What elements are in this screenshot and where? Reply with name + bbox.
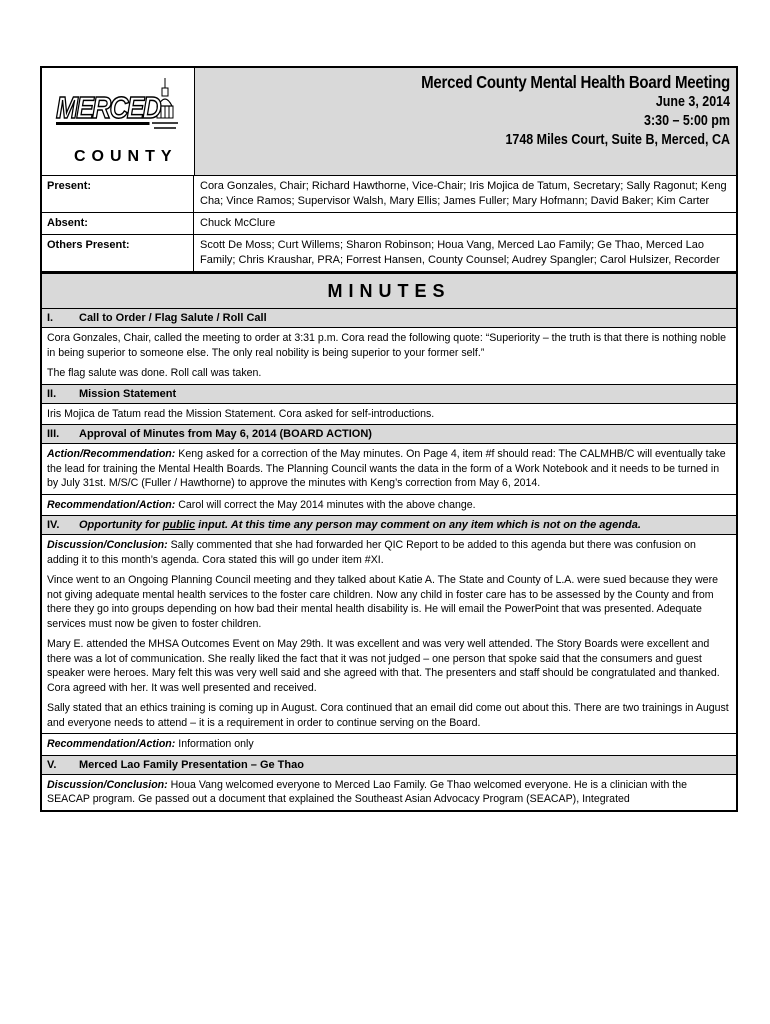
section-4-discussion-paragraph: Discussion/Conclusion: Sally commented that she had forwarded her QIC Report to be added to this agenda but there was confusion on adding it to this month’s agenda. Cora stated this will go under item #XI. — [47, 539, 696, 566]
section-heading-1: I. Call to Order / Flag Salute / Roll Call — [42, 309, 736, 328]
section-heading-4: IV. Opportunity for public input. At this time any person may comment on any item which is not on the agenda. — [42, 515, 736, 535]
header — [42, 68, 736, 176]
section-5-discussion-paragraph: Discussion/Conclusion: Houa Vang welcomed everyone to Merced Lao Family. Ge Thao welcomed everyone. He is a clinician with the SEACAP program. Ge passed out a document that explained the Southeast Asian Advocacy Program (SEACAP), Integrated — [47, 778, 688, 805]
section-heading-2: II. Mission Statement — [42, 384, 736, 404]
others-present-row — [42, 235, 736, 272]
section-4-paragraph: Vince went to an Ongoing Planning Council meeting and they talked about Katie A. The State and County of L.A. were sued because they were not giving adequate mental health services to the foster care children. Now any child in foster care has to be assessed by the County and from there they go into groups depending on how bad their mental health disability is. He will email the PowerPoint that was presented. Adequate services must now be given to foster children. — [47, 574, 718, 630]
logo-wordmark: MERCED — [56, 90, 160, 125]
section-1-paragraph: The flag salute was done. Roll call was taken. — [47, 367, 262, 379]
absent-row — [42, 213, 736, 235]
absent-list: Chuck McClure — [200, 217, 276, 229]
absent-label: Absent: — [42, 213, 194, 234]
minutes-document — [40, 66, 738, 812]
section-3-action-paragraph: Action/Recommendation: Keng asked for a correction of the May minutes. On Page 4, item #f should read: The CALMHB/C will eventually take the lead for training the Mental Health Boards. The Planning Council wants the data in the form of a Work Notebook and it needs to be turned in by July 31st. M/S/C (Fuller / Hawthorne) to approve the minutes with Keng’s correction from May 6, 2014. — [47, 448, 726, 489]
section-4-paragraph: Mary E. attended the MHSA Outcomes Event on May 29th. It was excellent and was very well attended. The Story Boards were excellent and there was a lot of communication. She really liked the fact that it was not judged – one person that spoke said that the consumers and guest speaker were heroes. Mary felt this was very well said and she agreed with that. The presenters and staff should be congratulated and thanked. Cora agreed with her. It was well presented and received. — [47, 638, 720, 694]
minutes-heading: MINUTES — [42, 272, 736, 309]
meeting-title: Merced County Mental Health Board Meeting — [421, 72, 730, 92]
others-present-label: Others Present: — [42, 235, 194, 271]
section-3-recommendation-paragraph: Recommendation/Action: Carol will correct the May 2014 minutes with the above change. — [42, 494, 736, 516]
others-present-list: Scott De Moss; Curt Willems; Sharon Robinson; Houa Vang, Merced Lao Family; Ge Thao, Merced Lao Family; Chris Kraushar, PRA; Forrest Hansen, County Counsel; Audrey Spangler; Carol Hulsizer, Recorder — [200, 239, 720, 266]
section-2-paragraph: Iris Mojica de Tatum read the Mission Statement. Cora asked for self-introductions. — [47, 407, 435, 420]
section-heading-5: V. Merced Lao Family Presentation – Ge Thao — [42, 755, 736, 775]
section-4-recommendation-paragraph: Recommendation/Action: Information only — [42, 733, 736, 755]
section-4-paragraph: Sally stated that an ethics training is coming up in August. Cora continued that an email did come out about this. There are two trainings in August and everyone needs to attend – it is a requirement in order to continue serving on the Board. — [47, 702, 729, 729]
meeting-location: 1748 Miles Court, Suite B, Merced, CA — [505, 132, 730, 148]
logo-county-text: COUNTY — [74, 148, 178, 165]
meeting-title-block — [195, 68, 736, 175]
merced-county-logo — [42, 68, 195, 175]
present-list: Cora Gonzales, Chair; Richard Hawthorne, Vice-Chair; Iris Mojica de Tatum, Secretary; Sally Ragonut; Keng Cha; Vince Ramos; Supervisor Walsh, Mary Ellis; James Fuller; Mary Hofmann; David Baker; Kim Carter — [200, 180, 727, 207]
present-label: Present: — [42, 176, 194, 212]
present-row — [42, 176, 736, 213]
section-1-paragraph: Cora Gonzales, Chair, called the meeting to order at 3:31 p.m. Cora read the following quote: “Superiority – the truth is that there is nothing noble in being superior to someone else. The only real nobility is being superior to your former self.” — [47, 332, 726, 359]
meeting-time: 3:30 – 5:00 pm — [644, 113, 730, 129]
meeting-date: June 3, 2014 — [655, 94, 730, 110]
section-heading-3: III. Approval of Minutes from May 6, 2014 (BOARD ACTION) — [42, 424, 736, 444]
